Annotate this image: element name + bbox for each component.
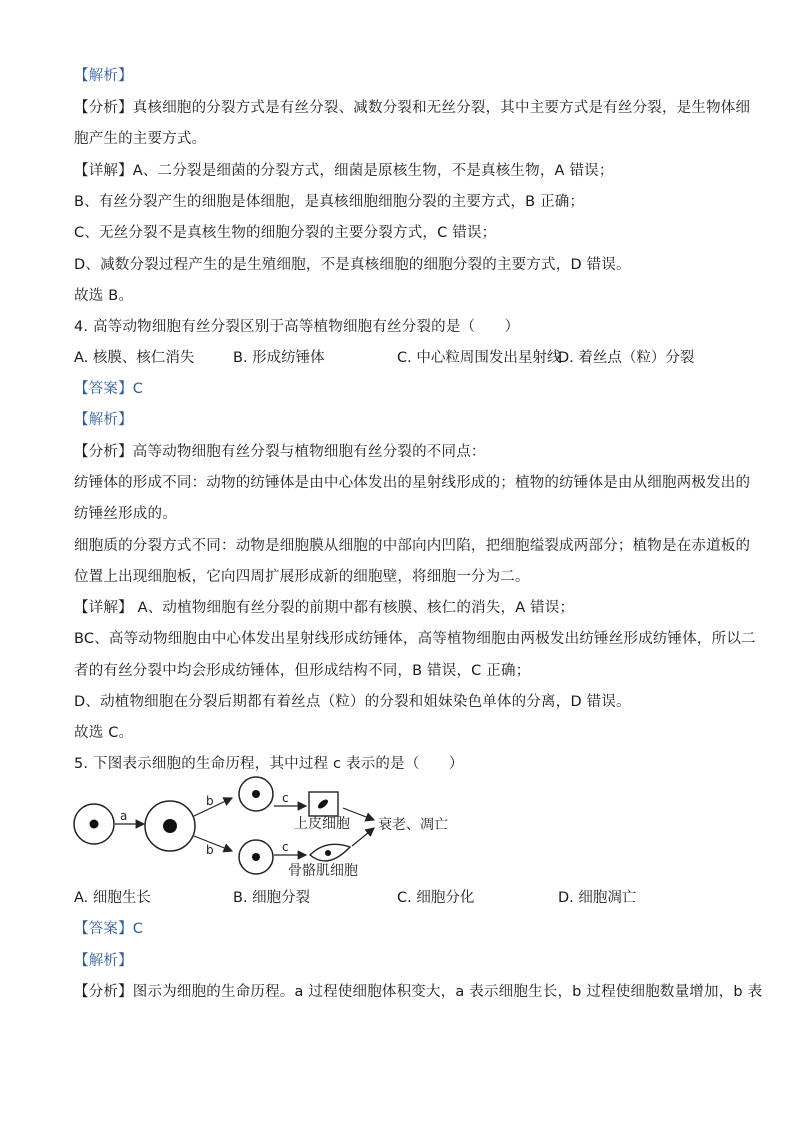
q4-option-a: A. 核膜、核仁消失 bbox=[74, 350, 195, 366]
text-line: 胞产生的主要方式。 bbox=[74, 131, 207, 147]
epithelial-cell bbox=[309, 792, 338, 816]
large-cell bbox=[145, 801, 195, 851]
cell-lower bbox=[239, 840, 273, 874]
text-line: C、无丝分裂不是真核生物的细胞分裂的主要分裂方式，C 错误； bbox=[74, 225, 497, 241]
label-c-upper: c bbox=[282, 791, 289, 805]
label-b-upper: b bbox=[206, 794, 214, 808]
q4-option-d: D. 着丝点（粒）分裂 bbox=[558, 350, 695, 366]
arrow-to-aging-lower bbox=[352, 828, 374, 846]
text-line: D、减数分裂过程产生的是生殖细胞，不是真核细胞的细胞分裂的主要方式，D 错误。 bbox=[74, 257, 631, 273]
q5-option-c: C. 细胞分化 bbox=[397, 890, 475, 906]
muscle-cell bbox=[310, 844, 350, 861]
label-b-lower: b bbox=[206, 843, 214, 857]
text-line: 细胞质的分裂方式不同：动物是细胞膜从细胞的中部向内凹陷，把细胞缢裂成两部分；植物是在赤道板的 bbox=[74, 538, 751, 554]
text-line: BC、高等动物细胞由中心体发出星射线形成纺锤体，高等植物细胞由两极发出纺锤丝形成纺锤体，所以二 bbox=[74, 631, 756, 647]
q5-option-b: B. 细胞分裂 bbox=[233, 890, 311, 906]
text-line: 位置上出现细胞板，它向四周扩展形成新的细胞壁，将细胞一分为二。 bbox=[74, 569, 530, 585]
text-line: 【详解】A、二分裂是细菌的分裂方式，细菌是原核生物，不是真核生物，A 错误； bbox=[74, 163, 614, 179]
text-line: 【分析】真核细胞的分裂方式是有丝分裂、减数分裂和无丝分裂，其中主要方式是有丝分裂，是生物体细 bbox=[74, 100, 751, 116]
text-line: D、动植物细胞在分裂后期都有着丝点（粒）的分裂和姐妹染色单体的分离，D 错误。 bbox=[74, 694, 631, 710]
question-5: 5. 下图表示细胞的生命历程，其中过程 c 表示的是（ ） bbox=[74, 756, 464, 772]
section-label-analysis: 【解析】 bbox=[74, 953, 133, 969]
text-line: B、有丝分裂产生的细胞是体细胞，是真核细胞细胞分裂的主要方式，B 正确； bbox=[74, 194, 585, 210]
text-line: 故选 C。 bbox=[74, 725, 134, 741]
label-a: a bbox=[120, 809, 128, 823]
text-line: 纺锤丝形成的。 bbox=[74, 506, 177, 522]
text-line: 【详解】 A、动植物细胞有丝分裂的前期中都有核膜、核仁的消失，A 错误； bbox=[74, 600, 575, 616]
answer-5: 【答案】C bbox=[74, 921, 144, 937]
section-label-analysis: 【解析】 bbox=[74, 412, 133, 428]
text-line: 者的有丝分裂中均会形成纺锤体，但形成结构不同，B 错误，C 正确； bbox=[74, 663, 531, 679]
text-line: 纺锤体的形成不同：动物的纺锤体是由中心体发出的星射线形成的；植物的纺锤体是由从细胞两极发出的 bbox=[74, 475, 751, 491]
q4-option-b: B. 形成纺锤体 bbox=[233, 350, 325, 366]
cell-life-cycle-diagram bbox=[60, 776, 480, 886]
text-line: 【分析】高等动物细胞有丝分裂与植物细胞有丝分裂的不同点： bbox=[74, 444, 486, 460]
section-label-analysis: 【解析】 bbox=[74, 68, 133, 84]
label-epithelial-cell: 上皮细胞 bbox=[294, 816, 350, 832]
text-line: 故选 B。 bbox=[74, 288, 134, 304]
text-line: 【分析】图示为细胞的生命历程。a 过程使细胞体积变大，a 表示细胞生长，b 过程使细胞数量增加，b 表 bbox=[74, 984, 763, 1000]
q5-option-d: D. 细胞凋亡 bbox=[558, 890, 637, 906]
question-4: 4. 高等动物细胞有丝分裂区别于高等植物细胞有丝分裂的是（ ） bbox=[74, 319, 520, 335]
small-cell bbox=[74, 804, 114, 844]
cell-upper bbox=[239, 777, 273, 811]
label-c-lower: c bbox=[282, 840, 289, 854]
q5-option-a: A. 细胞生长 bbox=[74, 890, 151, 906]
label-skeletal-muscle-cell: 骨骼肌细胞 bbox=[288, 863, 358, 879]
answer-4: 【答案】C bbox=[74, 381, 144, 397]
label-aging-apoptosis: 衰老、凋亡 bbox=[378, 817, 448, 833]
q4-option-c: C. 中心粒周围发出星射线 bbox=[397, 350, 562, 366]
